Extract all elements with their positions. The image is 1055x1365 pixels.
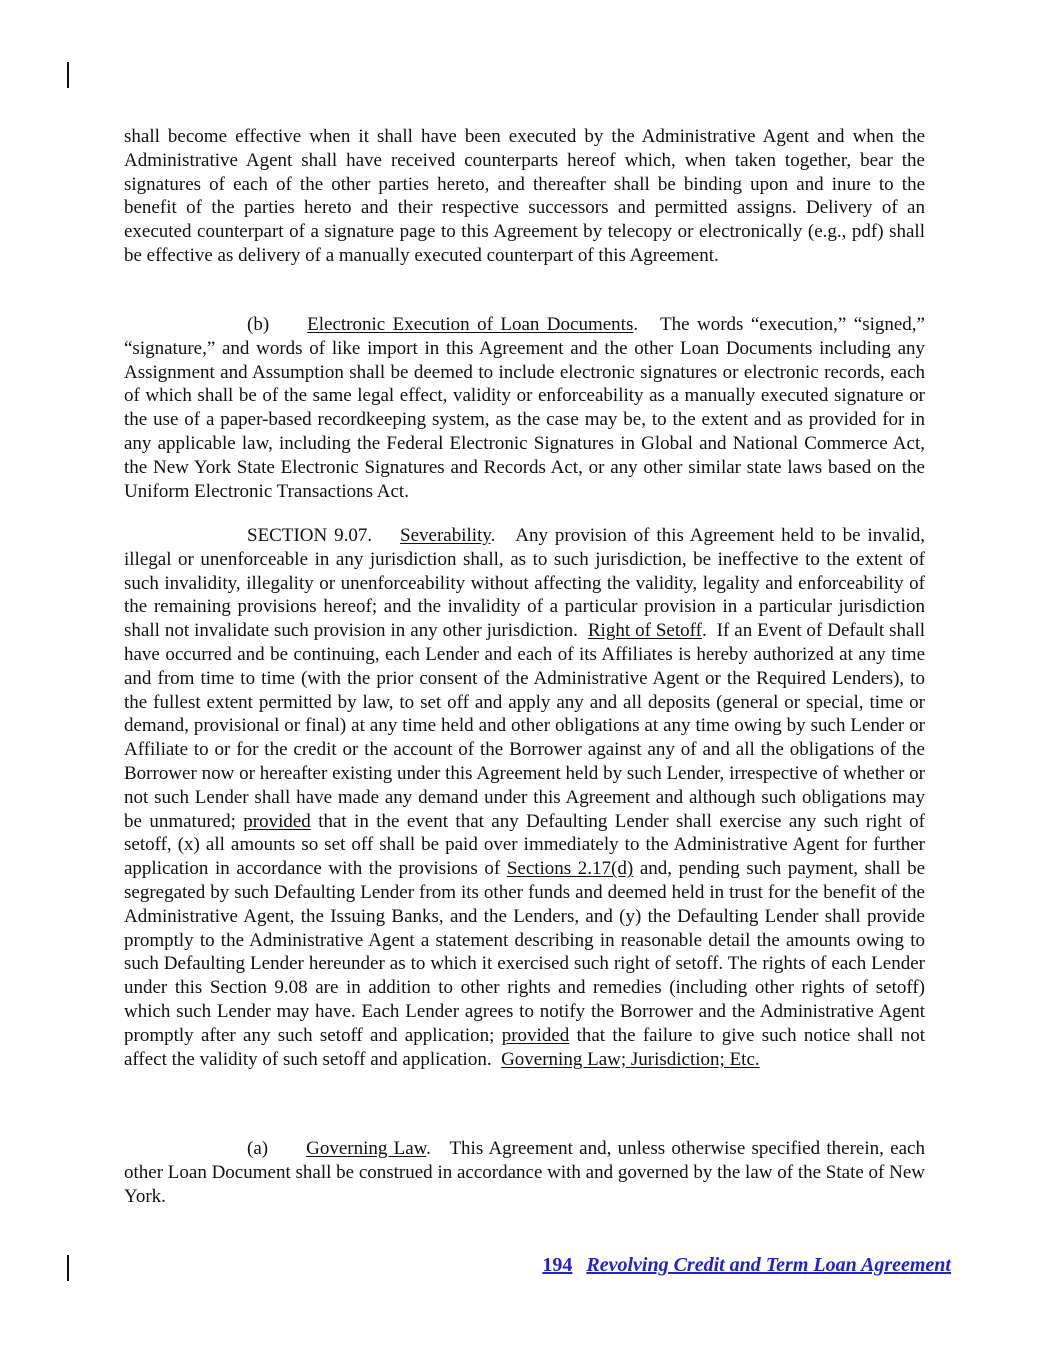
- paragraph-text: The words “execution,” “signed,” “signature,” and words of like import in this Agreement and the other Loan Documents including any Assignment and Assumption shall be deemed to include electronic signatures or electronic records, each of which shall be of the same legal effect, validity or enforceability as a manually executed signature or the use of a paper-based recordkeeping system, as the case may be, to the extent and as provided for in any applicable law, including the Federal Electronic Signatures in Global and National Commerce Act, the New York State Electronic Signatures and Records Act, or any other similar state laws based on the Uniform Electronic Transactions Act.: [124, 314, 925, 502]
- section-text: If an Event of Default shall have occurred and be continuing, each Lender and each of its Affiliates is hereby authorized at any time and from time to time (with the prior consent of the Administrative Agent or the Required Lenders), to the fullest extent permitted by law, to set off and apply any and all deposits (general or special, time or demand, provisional or final) at any time held and other obligations at any time owing by such Lender or Affiliate to or for the credit or the account of the Borrower against any of and all the obligations of the Borrower now or hereafter existing under this Agreement held by such Lender, irrespective of whether or not such Lender shall have made any demand under this Agreement and although such obligations may be unmatured;: [124, 620, 926, 832]
- change-bar-marker: [67, 62, 69, 88]
- section-text: that in the event that any Defaulting Lender shall exercise any such right of setoff, (x) all amounts so set off shall be paid over immediately to the Administrative Agent for further application in accordance with the provisions of: [124, 810, 926, 880]
- paragraph-text: shall become effective when it shall have been executed by the Administrative Agent and when the Administrative Agent shall have received counterparts hereof which, when taken together, bear the signatures of each of the other parties hereto, and thereafter shall be binding upon and inure to the benefit of the parties hereto and their respective successors and permitted assigns. Delivery of an executed counterpart of a signature page to this Agreement by telecopy or electronically (e.g., pdf) shall be effective as delivery of a manually executed counterpart of this Agreement.: [124, 126, 925, 266]
- paragraph-label: (a): [247, 1138, 269, 1159]
- sections-reference: Sections 2.17(d): [506, 858, 634, 880]
- section-heading: Severability: [400, 525, 491, 546]
- section-label: SECTION 9.07.: [247, 525, 373, 546]
- governing-law-heading: Governing Law; Jurisdiction; Etc.: [501, 1048, 760, 1070]
- paragraph-electronic-execution: (b) Electronic Execution of Loan Documents. The words “execution,” “signed,” “signature,” and words of like import in this Agreement and the other Loan Documents including any Assignment and Assumption shall be deemed to include electronic signatures or electronic records, each of which shall be of the same legal effect, validity or enforceability as a manually executed signature or the use of a paper-based recordkeeping system, as the case may be, to the extent and as provided for in any applicable law, including the Federal Electronic Signatures in Global and National Commerce Act, the New York State Electronic Signatures and Records Act, or any other similar state laws based on the Uniform Electronic Transactions Act.: [124, 314, 925, 502]
- setoff-heading: Right of Setoff: [587, 620, 702, 642]
- provided-term: provided: [243, 810, 311, 832]
- change-bar-marker: [67, 1255, 69, 1281]
- page-number-link[interactable]: 194: [542, 1254, 573, 1276]
- paragraph-counterparts: [124, 125, 925, 268]
- paragraph-governing-law: (a) Governing Law. This Agreement and, unless otherwise specified therein, each other Loan Document shall be construed in accordance with and governed by the law of the State of New York.: [124, 1138, 925, 1207]
- section-9-07-severability: SECTION 9.07. Severability. Any provision of this Agreement held to be invalid, illegal or unenforceable in any jurisdiction shall, as to such jurisdiction, be ineffective to the extent of such invalidity, illegality or unenforceability without affecting the validity, legality and enforceability of the remaining provisions hereof; and the invalidity of a particular provision in a particular jurisdiction shall not invalidate such provision in any other jurisdiction. Right of Setoff. If an Event of Default shall have occurred and be continuing, each Lender and each of its Affiliates is hereby authorized at any time and from time to time (with the prior consent of the Administrative Agent or the Required Lenders), to the fullest extent permitted by law, to set off and apply any and all deposits (general or special, time or demand, provisional or final) at any time held and other obligations at any time owing by such Lender or Affiliate to or for the credit or the account of the Borrower against any of and all the obligations of the Borrower now or hereafter existing under this Agreement held by such Lender, irrespective of whether or not such Lender shall have made any demand under this Agreement and although such obligations may be unmatured; provided that in the event that any Defaulting Lender shall exercise any such right of setoff, (x) all amounts so set off shall be paid over immediately to the Administrative Agent for further application in accordance with the provisions of Sections 2.17(d) and, pending such payment, shall be segregated by such Defaulting Lender from its other funds and deemed held in trust for the benefit of the Administrative Agent, the Issuing Banks, and the Lenders, and (y) the Defaulting Lender shall provide promptly to the Administrative Agent a statement describing in reasonable detail the amounts owing to such Defaulting Lender hereunder as to which it exercised such right of setoff. The rights of each Lender under this Section 9.08 are in addition to other rights and remedies (including other rights of setoff) which such Lender may have. Each Lender agrees to notify the Borrower and the Administrative Agent promptly after any such setoff and application; provided that the failure to give such notice shall not affect the validity of such setoff and application. Governing Law; Jurisdiction; Etc.: [124, 525, 926, 1070]
- paragraph-label: (b): [247, 314, 270, 335]
- section-text: Any provision of this Agreement held to be invalid, illegal or unenforceable in any jurisdiction shall, as to such jurisdiction, be ineffective to the extent of such invalidity, illegality or unenforceability without affecting the validity, legality and enforceability of the remaining provisions hereof; and the invalidity of a particular provision in a particular jurisdiction shall not invalidate such provision in any other jurisdiction.: [124, 525, 925, 642]
- document-title-link[interactable]: Revolving Credit and Term Loan Agreement: [586, 1254, 951, 1276]
- paragraph-heading: Governing Law: [306, 1138, 427, 1159]
- paragraph-text: This Agreement and, unless otherwise specified therein, each other Loan Document shall be construed in accordance with and governed by the law of the State of New York.: [124, 1138, 925, 1207]
- paragraph-heading: Electronic Execution of Loan Documents: [307, 314, 634, 335]
- page-footer: [542, 1254, 951, 1277]
- provided-term: provided: [501, 1024, 570, 1046]
- section-text: and, pending such payment, shall be segregated by such Defaulting Lender from its other funds and deemed held in trust for the benefit of the Administrative Agent, the Issuing Banks, and the Lenders, and (y) the Defaulting Lender shall provide promptly to the Administrative Agent a statement describing in reasonable detail the amounts owing to such Defaulting Lender hereunder as to which it exercised such right of setoff. The rights of each Lender under this Section 9.08 are in addition to other rights and remedies (including other rights of setoff) which such Lender may have. Each Lender agrees to notify the Borrower and the Administrative Agent promptly after any such setoff and application;: [124, 858, 926, 1046]
- section-text: that the failure to give such notice shall not affect the validity of such setoff and application.: [124, 1024, 925, 1070]
